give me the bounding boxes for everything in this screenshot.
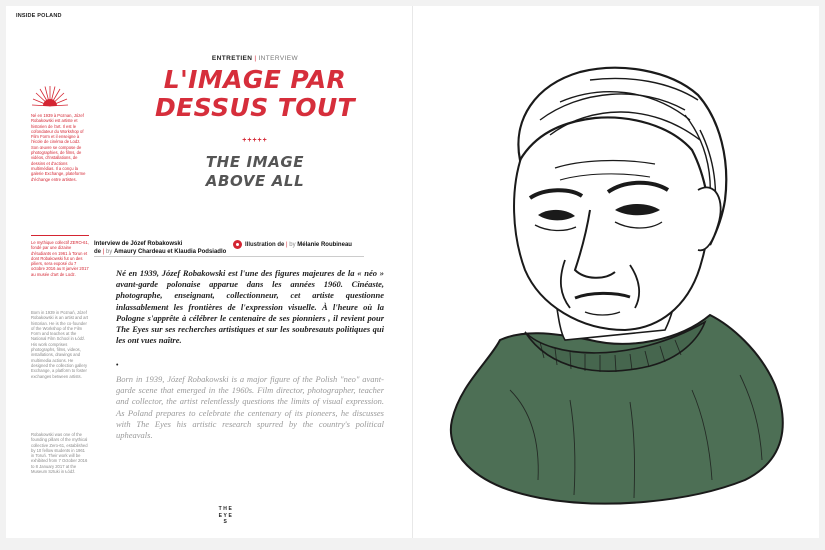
kicker-separator: | [254,55,257,62]
intro-bullet: • [116,362,119,369]
title-ornament: +++++ [242,137,268,144]
interview-credit: Interview de Józef Robakowski de | by Amaury Chardeau et Klaudia Podsiadlo [94,241,227,255]
credit-rule [94,256,364,257]
title-fr-line: L'IMAGE PAR [163,65,347,94]
sweater [451,315,783,504]
section-label: INSIDE POLAND [16,13,62,19]
sidebar-collective-fr: Le mythique collectif ZERO-61, fondé par une dizaine d'étudiants en 1961 à Torun et dont Robakowski fut un des piliers, sera exposé du 7 octobre 2016 au 8 janvier 2017 au musée d'art de Lodz. [31,240,89,277]
sidebar-divider [31,235,89,236]
illustration-credit: Illustration de | by Mélanie Roubineau [245,242,352,248]
title-en-line: ABOVE ALL [205,172,305,190]
sunburst-icon [30,85,70,107]
article-kicker [95,55,415,62]
intro-en: Born in 1939, Józef Robakowski is a major figure of the Polish "neo" avant-garde scene that emerged in the 1960s. Film director, photographer, teacher and collector, the artist relentlessly questions the limits of visual expression. As Poland prepares to celebrate the centenary of its pioneers, he discusses with The Eyes his artistic research spurred by the country's political upheavals. [116,374,384,441]
page-title-fr [95,66,415,122]
sidebar-bio-fr: Né en 1939 à Poznan, Józef Robakowski est artiste et historien de l'art. Il est le cofondateur du Workshop of Film Form et il enseigne à l'école de cinéma de Lodz. Son œuvre se compose de photographies, de films, de vidéos, d'installations, de dessins et d'actions multimédias. Il a conçu la galerie Exchange, plateforme d'échange entre artistes. [31,113,86,182]
interview-title: Interview de Józef Robakowski [94,241,183,247]
camera-icon [233,240,242,249]
illustration-label-en: by [289,242,296,248]
credit-by-fr: de [94,249,102,255]
illustration-label-fr: Illustration de [245,242,285,248]
interviewers: Amaury Chardeau et Klaudia Podsiadlo [113,249,227,255]
illustrator: Mélanie Roubineau [297,242,352,248]
sidebar-collective-en: Robakowski was one of the founding pillars of the mythical collective Zero-61, established by 10 fellow students in 1961 in Toruń. Their work will be exhibited from 7 October 2016 to 8 January 2017 at the Museum Sztuki in Łódź. [31,432,88,475]
intro-fr: Né en 1939, Józef Robakowski est l'une des figures majeures de la « néo » avant-garde polonaise apparue dans les années 1960. Cinéaste, photographe, enseignant, collectionneur, cet artiste questionne inlassablement les frontières de l'expression visuelle. À l'heure où la Pologne s'apprête à célébrer le centenaire de ses pionniers , il revient pour The Eyes sur ses recherches artistiques et sur les soubresauts politiques qui les ont vues naître. [116,268,384,346]
the-eyes-logo: THE EYE S [218,506,234,525]
page-title-en [95,153,415,191]
kicker-en: INTERVIEW [258,55,299,62]
title-fr-line: DESSUS TOUT [154,93,356,122]
title-en-line: THE IMAGE [205,153,305,171]
kicker-fr: ENTRETIEN [211,55,253,62]
credit-by-en: by [105,249,113,255]
sidebar-bio-en: Born in 1939 in Poznań, Józef Robakowski is an artist and art historian. He is the co-founder of the Workshop of the Film Form and teaches at the National Film School in Łódź. His work comprises photographs, films, videos, installations, drawings and multimedia actions. He designed the collection gallery Exchange, a platform to foster exchanges between artists. [31,310,89,379]
portrait-illustration [430,40,810,510]
